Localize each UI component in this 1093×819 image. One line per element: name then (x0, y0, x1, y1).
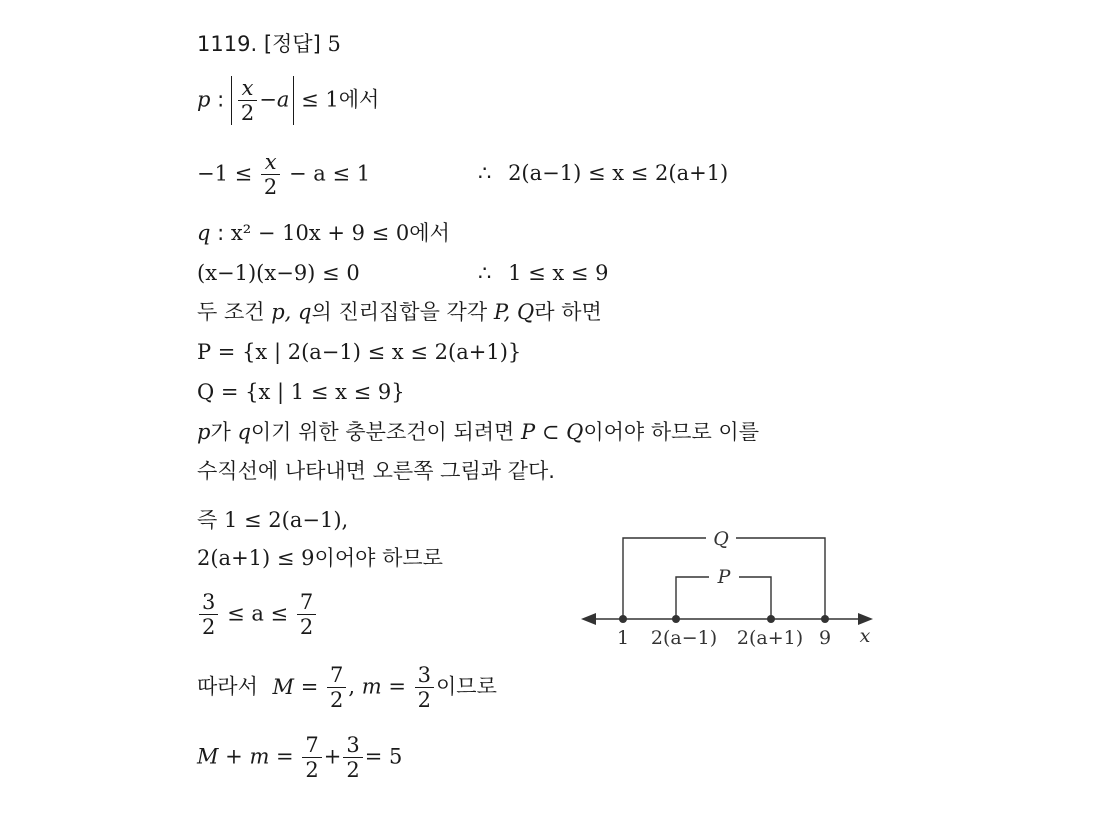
frac-den: 2 (202, 615, 216, 640)
problem-number: 1119. (197, 32, 258, 56)
number-line-diagram (578, 520, 878, 650)
fraction-3-over-2 (343, 733, 362, 782)
M-label: M = (272, 674, 319, 699)
minus-a: −a (259, 87, 290, 112)
text: 두 조건 (197, 300, 265, 324)
final-sum (197, 733, 402, 782)
condition-p (197, 76, 379, 125)
var-q: q (197, 221, 211, 245)
text: 이어야 하므로 이를 (583, 420, 759, 444)
m-label: m = (361, 674, 406, 699)
text: 이어야 하므로 (314, 546, 443, 570)
fraction-M (327, 663, 346, 712)
point-2a-minus-1 (672, 615, 680, 623)
frac-num: 7 (302, 733, 321, 758)
condition-q (197, 223, 450, 244)
absolute-value (231, 76, 295, 125)
frac-den: 2 (305, 758, 319, 783)
P-label: P (717, 566, 731, 588)
frac-den: 2 (330, 688, 344, 713)
problem-header (197, 34, 341, 55)
a-range (197, 590, 318, 639)
step1-result (478, 163, 728, 184)
frac-den: 2 (417, 688, 432, 713)
tick-label-9: 9 (818, 627, 832, 649)
tick-label-1: 1 (616, 627, 630, 649)
subset-expr: P ⊂ Q (521, 420, 584, 444)
text: 의 진리집합을 각각 (311, 300, 488, 324)
var-p: p (197, 87, 211, 112)
point-9 (821, 615, 829, 623)
factored-expr: (x−1)(x−9) ≤ 0 (197, 261, 360, 285)
colon: : (217, 221, 225, 245)
step2-result-expr: 1 ≤ x ≤ 9 (508, 261, 609, 285)
fraction-7-over-2 (297, 590, 316, 639)
tick-label-2a-minus-1: 2(a−1) (650, 627, 718, 649)
frac-den: 2 (299, 615, 314, 640)
max-min-values (197, 663, 497, 712)
point-1 (619, 615, 627, 623)
Q-bracket-left (623, 538, 706, 619)
frac-num: 3 (343, 733, 362, 758)
answer-label: [정답] (263, 32, 321, 56)
le-one: ≤ 1 (301, 87, 339, 112)
step2 (197, 263, 360, 284)
text: 이기 위한 충분조건이 되려면 (250, 420, 515, 444)
plus: + (323, 744, 342, 769)
point-2a-plus-1 (767, 615, 775, 623)
var-q: q (237, 420, 251, 444)
inequality-2 (197, 548, 443, 569)
step1 (197, 150, 370, 199)
frac-den: 2 (263, 175, 278, 200)
text: 즉 (197, 508, 218, 532)
ineq2-expr: 2(a+1) ≤ 9 (197, 546, 315, 570)
frac-num: 3 (199, 590, 218, 615)
step1-rest: − a ≤ 1 (288, 161, 371, 186)
suffix-eseo: 에서 (338, 87, 380, 112)
Q-bracket-right (736, 538, 825, 619)
text: 이므로 (436, 674, 497, 699)
fraction-3-over-2 (199, 590, 218, 639)
frac-num: 3 (415, 663, 434, 688)
P-bracket-left (676, 577, 709, 619)
suffix-eseo: 에서 (409, 221, 450, 245)
set-Q-definition: Q = {x | 1 ≤ x ≤ 9} (197, 380, 405, 404)
answer-value: 5 (327, 32, 341, 56)
frac-num: 7 (327, 663, 346, 688)
text: 따라서 (197, 674, 258, 699)
final-rhs: = 5 (364, 744, 403, 769)
separator: , (348, 674, 356, 699)
final-lhs: M + m = (197, 744, 294, 769)
P-bracket-right (739, 577, 771, 619)
inequality-1 (197, 510, 348, 531)
therefore-symbol: ∴ (478, 161, 492, 185)
sets-PQ: P, Q (493, 300, 535, 324)
Q-label: Q (713, 528, 729, 550)
fraction-x-over-2 (238, 76, 257, 125)
a-range-middle: ≤ a ≤ (227, 601, 289, 626)
numline-description: 수직선에 나타내면 오른쪽 그림과 같다. (197, 459, 555, 483)
frac-den: 2 (346, 758, 360, 783)
var-p: p (197, 420, 211, 444)
frac-num: x (238, 76, 257, 101)
therefore-symbol: ∴ (478, 261, 492, 285)
step1-lhs: −1 ≤ (197, 161, 253, 186)
sets-intro (197, 302, 602, 323)
step1-fraction (261, 150, 280, 199)
ineq1-expr: 1 ≤ 2(a−1), (223, 508, 349, 532)
fraction-m (415, 663, 434, 712)
fraction-7-over-2 (302, 733, 321, 782)
x-axis-label: x (859, 625, 871, 647)
frac-num: 7 (297, 590, 316, 615)
frac-den: 2 (240, 101, 255, 126)
text: 라 하면 (534, 300, 602, 324)
vars-pq: p, q (271, 300, 312, 324)
colon: : (217, 87, 225, 112)
set-P-definition: P = {x | 2(a−1) ≤ x ≤ 2(a+1)} (197, 340, 522, 364)
step1-result-expr: 2(a−1) ≤ x ≤ 2(a+1) (508, 161, 729, 185)
q-expression: x² − 10x + 9 ≤ 0 (230, 221, 410, 245)
step2-result (478, 263, 609, 284)
tick-label-2a-plus-1: 2(a+1) (736, 627, 804, 649)
sufficient-condition (197, 422, 759, 443)
text: 가 (210, 420, 231, 444)
frac-num: x (261, 150, 280, 175)
